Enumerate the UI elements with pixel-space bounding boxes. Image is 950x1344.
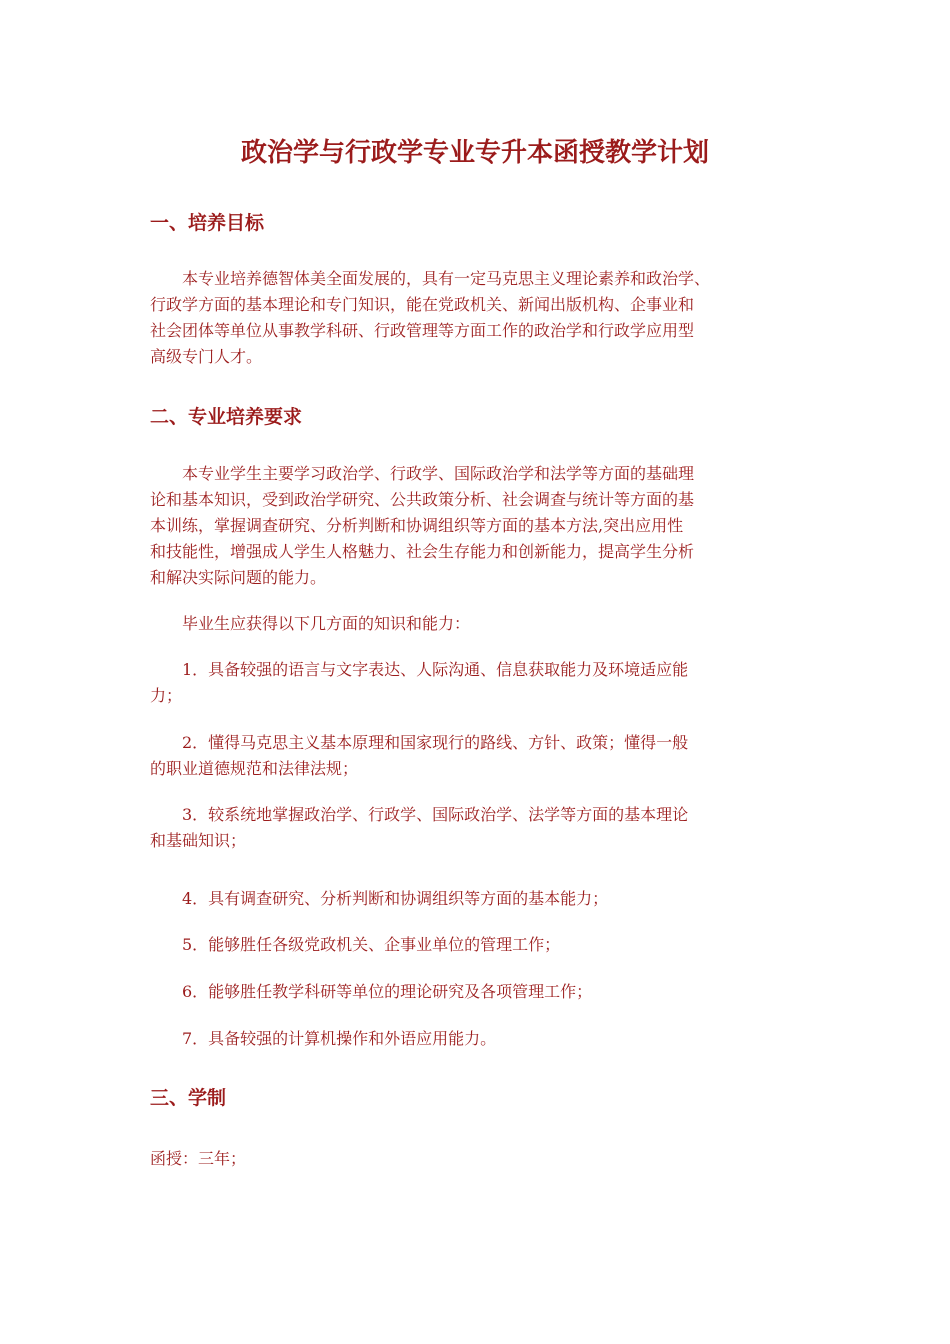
document-title: 政治学与行政学专业专升本函授教学计划 [240,138,709,168]
list-item: 3．较系统地掌握政治学、行政学、国际政治学、法学等方面的基本理论 和基础知识； [150,805,689,850]
section-paragraph-goals: 本专业培养德智体美全面发展的，具有一定马克思主义理论素养和政治学、 行政学方面的基本理论和专门知识，能在党政机关、新闻出版机构、企事业和 社会团体等单位从事教学科研、行政管理等方面工作的政治学和行政学应用型 高级专门人才。 [150,269,711,366]
list-item: 7．具备较强的计算机操作和外语应用能力。 [150,1029,497,1048]
list-item: 6．能够胜任教学科研等单位的理论研究及各项管理工作； [150,982,593,1001]
list-item: 4．具有调查研究、分析判断和协调组织等方面的基本能力； [150,889,609,908]
section-heading-requirements: 二、专业培养要求 [150,406,303,428]
list-item: 2．懂得马克思主义基本原理和国家现行的路线、方针、政策；懂得一般 的职业道德规范和法律法规； [150,733,689,778]
section-paragraph-duration: 函授：三年； [150,1149,247,1168]
list-item: 1．具备较强的语言与文字表达、人际沟通、信息获取能力及环境适应能 力； [150,660,689,705]
section-heading-duration: 三、学制 [150,1087,227,1109]
section-heading-goals: 一、培养目标 [150,212,265,234]
list-item: 5．能够胜任各级党政机关、企事业单位的管理工作； [150,935,561,954]
requirements-intro: 毕业生应获得以下几方面的知识和能力： [150,614,471,633]
section-paragraph-requirements: 本专业学生主要学习政治学、行政学、国际政治学和法学等方面的基础理 论和基本知识，受到政治学研究、公共政策分析、社会调查与统计等方面的基 本训练，掌握调查研究、分析判断和协调组织等方面的基本方法,突出应用性 和技能性，增强成人学生人格魅力、社会生存能力和创新能力，提高学生分析 和解决实际问题的能力。 [150,464,695,587]
